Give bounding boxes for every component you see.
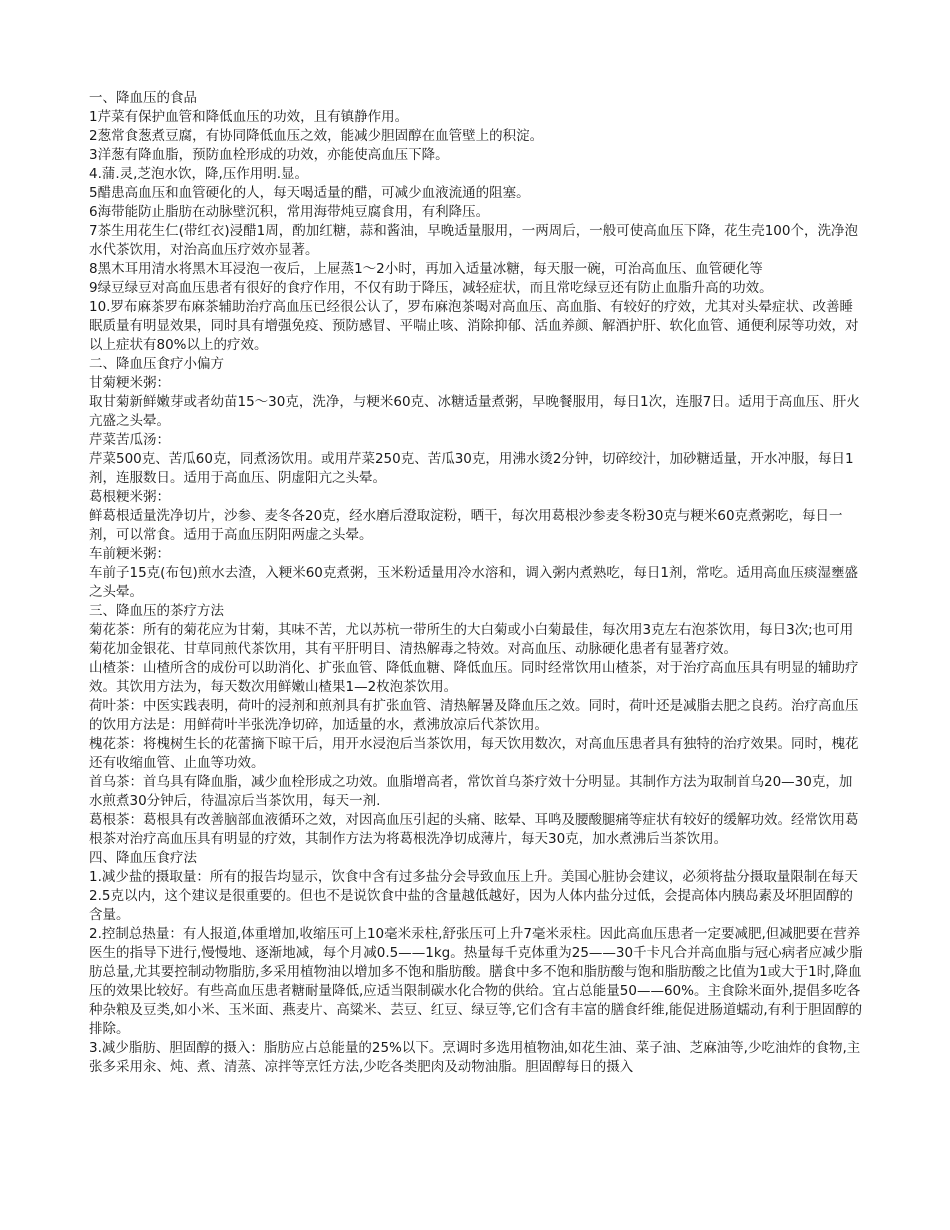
paragraph: 葛根茶：葛根具有改善脑部血液循环之效，对因高血压引起的头痛、眩晕、耳鸣及腰酸腿痛等症状有较好的缓解功效。经常饮用葛根茶对治疗高血压具有明显的疗效，其制作方法为将葛根洗净切成薄片，每天30克，加水煮沸后当茶饮用。 bbox=[89, 812, 859, 847]
paragraph: 取甘菊新鲜嫩芽或者幼苗15～30克，洗净，与粳米60克、冰糖适量煮粥，早晚餐服用，每日1次，连服7日。适用于高血压、肝火亢盛之头晕。 bbox=[89, 394, 860, 429]
paragraph: 9绿豆绿豆对高血压患者有很好的食疗作用，不仅有助于降压，减轻症状，而且常吃绿豆还有防止血脂升高的功效。 bbox=[89, 280, 773, 296]
paragraph: 鲜葛根适量洗净切片，沙参、麦冬各20克，经水磨后澄取淀粉，晒干，每次用葛根沙参麦冬粉30克与粳米60克煮粥吃，每日一剂，可以常食。适用于高血压阴阳两虚之头晕。 bbox=[89, 508, 843, 543]
paragraph: 2葱常食葱煮豆腐，有协同降低血压之效，能减少胆固醇在血管壁上的积淀。 bbox=[89, 128, 544, 144]
paragraph: 10.罗布麻茶罗布麻茶辅助治疗高血压已经很公认了，罗布麻泡茶喝对高血压、高血脂、有较好的疗效，尤其对头晕症状、改善睡眠质量有明显效果，同时具有增强免疫、预防感冒、平喘止咳、消除抑郁、活血养颜、解酒护肝、软化血管、通便利尿等功效，对以上症状有80%以上的疗效。 bbox=[89, 299, 859, 353]
paragraph: 槐花茶：将槐树生长的花蕾摘下晾干后，用开水浸泡后当茶饮用，每天饮用数次，对高血压患者具有独特的治疗效果。同时，槐花还有收缩血管、止血等功效。 bbox=[89, 736, 859, 771]
paragraph: 菊花茶：所有的菊花应为甘菊，其味不苦，尤以苏杭一带所生的大白菊或小白菊最佳，每次用3克左右泡茶饮用，每日3次;也可用菊花加金银花、甘草同煎代茶饮用，其有平肝明目、清热解毒之特效。对高血压、动脉硬化患者有显著疗效。 bbox=[89, 622, 854, 657]
paragraph: 7茶生用花生仁(带红衣)浸醋1周，酌加红糖，蒜和酱油，早晚适量服用，一两周后，一般可使高血压下降，花生壳100个，洗净泡水代茶饮用，对治高血压疗效亦显著。 bbox=[89, 223, 858, 258]
paragraph: 8黑木耳用清水将黑木耳浸泡一夜后，上屉蒸1～2小时，再加入适量冰糖，每天服一碗，可治高血压、血管硬化等 bbox=[89, 261, 763, 277]
section-heading-3: 三、降血压的茶疗方法 bbox=[89, 603, 224, 619]
paragraph: 3.减少脂肪、胆固醇的摄入：脂肪应占总能量的25%以下。烹调时多选用植物油,如花生油、菜子油、芝麻油等,少吃油炸的食物,主张多采用汆、炖、煮、清蒸、凉拌等烹饪方法,少吃各类肥肉及动物油脂。胆固醇每日的摄入 bbox=[89, 1040, 861, 1075]
recipe-title: 葛根粳米粥： bbox=[89, 489, 170, 505]
section-heading-1: 一、降血压的食品 bbox=[89, 90, 197, 106]
paragraph: 1芹菜有保护血管和降低血压的功效，且有镇静作用。 bbox=[89, 109, 409, 125]
document-body bbox=[89, 89, 864, 1077]
paragraph: 车前子15克(布包)煎水去渣，入粳米60克煮粥，玉米粉适量用冷水溶和，调入粥内煮熟吃，每日1剂，常吃。适用高血压痰湿壅盛之头晕。 bbox=[89, 565, 858, 600]
paragraph: 5醋患高血压和血管硬化的人，每天喝适量的醋，可减少血液流通的阻塞。 bbox=[89, 185, 530, 201]
paragraph: 1.减少盐的摄取量：所有的报告均显示，饮食中含有过多盐分会导致血压上升。美国心脏协会建议，必须将盐分摄取量限制在每天2.5克以内，这个建议是很重要的。但也不是说饮食中盐的含量越低越好，因为人体内盐分过低，会提高体内胰岛素及坏胆固醇的含量。 bbox=[89, 869, 858, 923]
recipe-title: 芹菜苦瓜汤： bbox=[89, 432, 170, 448]
paragraph: 荷叶茶：中医实践表明，荷叶的浸剂和煎剂具有扩张血管、清热解暑及降血压之效。同时，荷叶还是减脂去肥之良药。治疗高血压的饮用方法是：用鲜荷叶半张洗净切碎，加适量的水，煮沸放凉后代茶饮用。 bbox=[89, 698, 859, 733]
paragraph: 芹菜500克、苦瓜60克，同煮汤饮用。或用芹菜250克、苦瓜30克，用沸水烫2分钟，切碎绞汁，加砂糖适量，开水冲服，每日1剂，连服数日。适用于高血压、阴虚阳亢之头晕。 bbox=[89, 451, 854, 486]
paragraph: 3洋葱有降血脂，预防血栓形成的功效，亦能使高血压下降。 bbox=[89, 147, 449, 163]
section-heading-4: 四、降血压食疗法 bbox=[89, 850, 197, 866]
recipe-title: 甘菊粳米粥： bbox=[89, 375, 170, 391]
paragraph: 山楂茶：山楂所含的成份可以助消化、扩张血管、降低血糖、降低血压。同时经常饮用山楂茶，对于治疗高血压具有明显的辅助疗效。其饮用方法为，每天数次用鲜嫩山楂果1—2枚泡茶饮用。 bbox=[89, 660, 859, 695]
recipe-title: 车前粳米粥： bbox=[89, 546, 170, 562]
paragraph: 首乌茶：首乌具有降血脂，减少血栓形成之功效。血脂增高者，常饮首乌茶疗效十分明显。其制作方法为取制首乌20—30克，加水煎煮30分钟后，待温凉后当茶饮用，每天一剂. bbox=[89, 774, 853, 809]
section-heading-2: 二、降血压食疗小偏方 bbox=[89, 356, 224, 372]
paragraph: 6海带能防止脂肪在动脉壁沉积，常用海带炖豆腐食用，有利降压。 bbox=[89, 204, 490, 220]
paragraph: 4.蒲.灵,芝泡水饮，降,压作用明.显。 bbox=[89, 166, 309, 182]
paragraph: 2.控制总热量：有人报道,体重增加,收缩压可上10毫米汞柱,舒张压可上升7毫米汞柱。因此高血压患者一定要减肥,但减肥要在营养医生的指导下进行,慢慢地、逐渐地减，每个月减0.5——1kg。热量每千克体重为25——30千卡凡合并高血脂与冠心病者应减少脂肪总量,尤其要控制动物脂肪,多采用植物油以增加多不饱和脂肪酸。膳食中多不饱和脂肪酸与饱和脂肪酸之比值为1或大于1时,降血压的效果比较好。有些高血压患者糖耐量降低,应适当限制碳水化合物的供给。宜占总能量50——60%。主食除米面外,提倡多吃各种杂粮及豆类,如小米、玉米面、燕麦片、高粱米、芸豆、红豆、绿豆等,它们含有丰富的膳食纤维,能促进肠道蠕动,有利于胆固醇的排除。 bbox=[89, 926, 863, 1037]
